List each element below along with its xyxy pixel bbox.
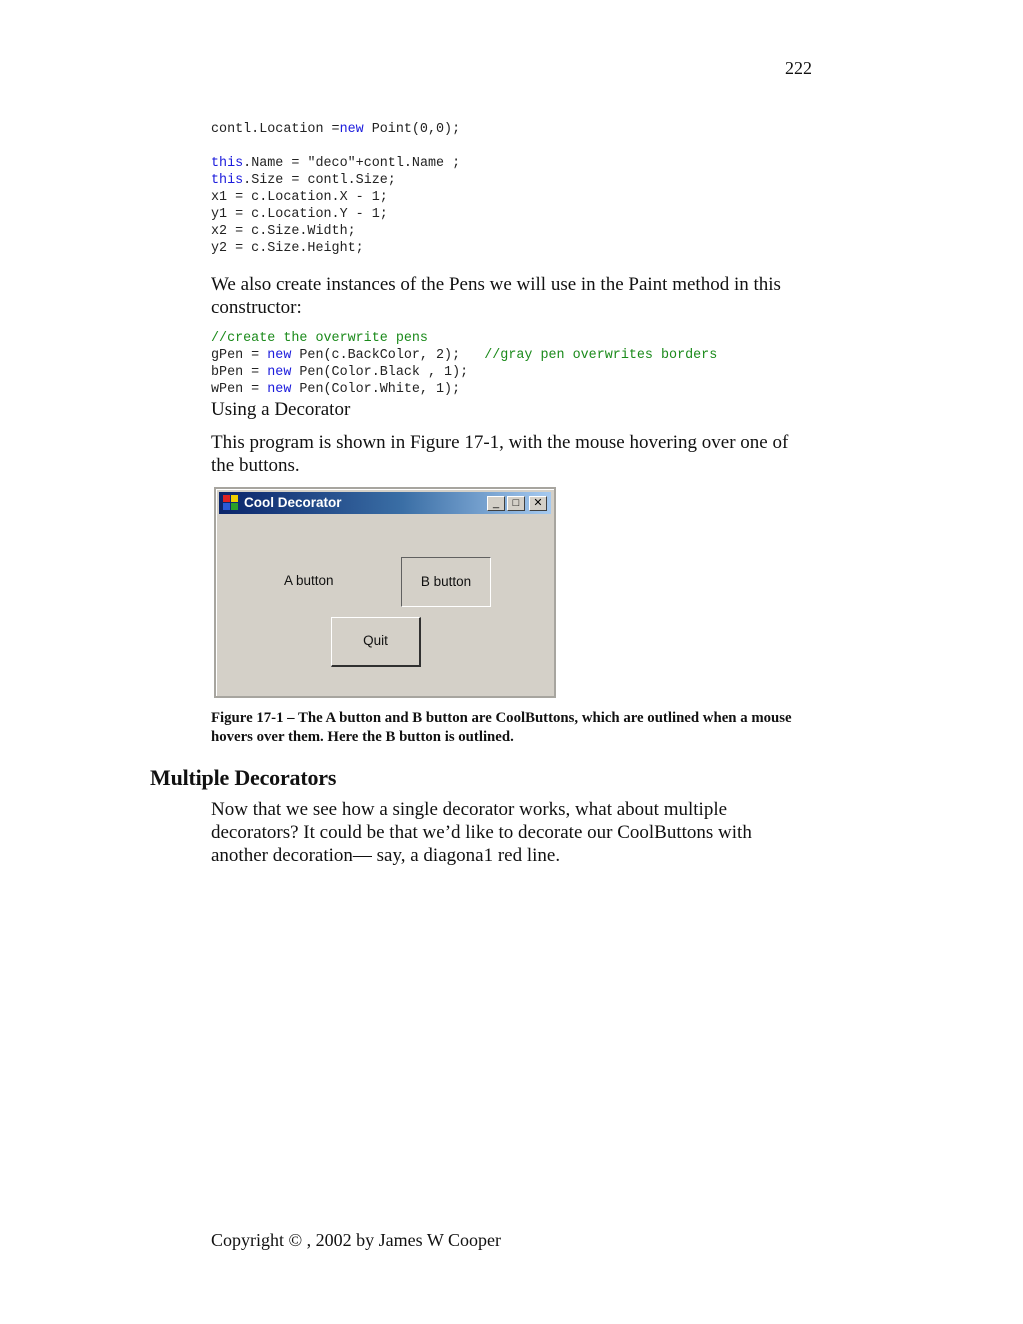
subheading-using-decorator: Using a Decorator bbox=[211, 399, 351, 420]
code-text: bPen = bbox=[211, 365, 268, 380]
code-text: Pen(c.BackColor, 2); bbox=[291, 348, 485, 363]
app-window-icon bbox=[223, 495, 239, 511]
window-title-bar[interactable] bbox=[219, 492, 551, 514]
copyright-footer: Copyright © , 2002 by James W Cooper bbox=[211, 1230, 501, 1250]
code-keyword: new bbox=[267, 365, 292, 380]
section-heading-multiple-decorators: Multiple Decorators bbox=[150, 765, 337, 790]
code-keyword: new bbox=[267, 348, 292, 363]
maximize-button[interactable]: □ bbox=[507, 496, 525, 511]
code-text: y1 = c.Location.Y - 1; bbox=[211, 207, 388, 222]
code-comment: //create the overwrite pens bbox=[211, 331, 428, 346]
code-text: Pen(Color.Black , 1); bbox=[291, 365, 469, 380]
window-title: Cool Decorator bbox=[244, 495, 342, 510]
code-text: wPen = bbox=[211, 382, 268, 397]
code-text bbox=[211, 139, 219, 154]
code-line bbox=[211, 381, 717, 398]
code-line bbox=[211, 240, 460, 257]
code-block-pens bbox=[211, 330, 717, 398]
code-keyword: this bbox=[211, 156, 244, 171]
paragraph-multiple-decorators: Now that we see how a single decorator works, what about multiple decorators? It could be that we’d like to decorate our CoolButtons with another decoration— say, a diagona1 red line. bbox=[211, 799, 752, 866]
quit-button[interactable]: Quit bbox=[331, 617, 421, 667]
code-text: .Name = "deco"+contl.Name ; bbox=[243, 156, 461, 171]
code-keyword: new bbox=[339, 122, 364, 137]
code-block-constructor bbox=[211, 121, 460, 257]
code-text: x1 = c.Location.X - 1; bbox=[211, 190, 388, 205]
paragraph-program: This program is shown in Figure 17-1, with the mouse hovering over one of the buttons. bbox=[211, 432, 789, 476]
code-keyword: this bbox=[211, 173, 244, 188]
code-line bbox=[211, 347, 717, 364]
code-text: gPen = bbox=[211, 348, 268, 363]
close-button[interactable]: ✕ bbox=[529, 496, 547, 511]
code-keyword: new bbox=[267, 382, 292, 397]
code-line bbox=[211, 155, 460, 172]
code-comment: //gray pen overwrites borders bbox=[484, 348, 718, 363]
minimize-button[interactable]: _ bbox=[487, 496, 505, 511]
paragraph-pens: We also create instances of the Pens we will use in the Paint method in this constructor: bbox=[211, 274, 781, 318]
code-text: .Size = contl.Size; bbox=[243, 173, 396, 188]
code-text: x2 = c.Size.Width; bbox=[211, 224, 356, 239]
code-line bbox=[211, 172, 460, 189]
code-text: contl.Location = bbox=[211, 122, 340, 137]
code-line bbox=[211, 223, 460, 240]
figure-caption: Figure 17-1 – The A button and B button are CoolButtons, which are outlined when a mouse hovers over them. Here the B button is outlined. bbox=[211, 710, 792, 745]
code-text: Point(0,0); bbox=[363, 122, 461, 137]
a-button[interactable]: A button bbox=[284, 573, 334, 588]
code-line bbox=[211, 189, 460, 206]
b-button[interactable]: B button bbox=[401, 557, 491, 607]
code-line bbox=[211, 121, 460, 138]
code-text: y2 = c.Size.Height; bbox=[211, 241, 364, 256]
code-line bbox=[211, 364, 717, 381]
page-number: 222 bbox=[785, 58, 812, 78]
code-line bbox=[211, 330, 717, 347]
code-line bbox=[211, 138, 460, 155]
cool-decorator-window bbox=[214, 487, 556, 698]
code-text: Pen(Color.White, 1); bbox=[291, 382, 461, 397]
code-line bbox=[211, 206, 460, 223]
